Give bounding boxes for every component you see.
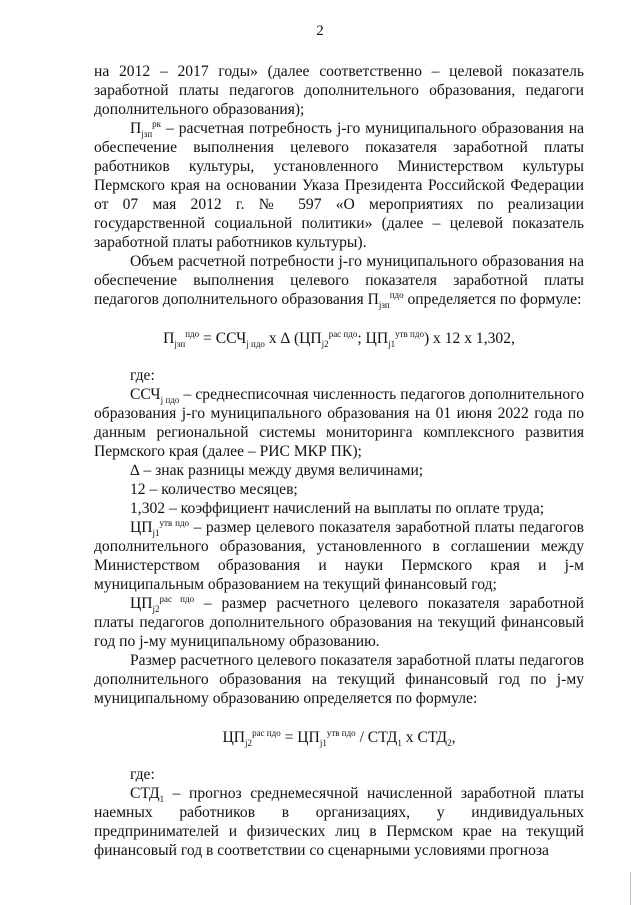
scan-edge-line (630, 872, 631, 905)
superscript: пдо (389, 289, 404, 300)
paragraph-2 (94, 119, 584, 252)
formula-part: П (163, 330, 175, 347)
subscript: j1 (319, 738, 327, 749)
subscript: j пдо (160, 395, 180, 406)
formula-1 (94, 329, 584, 348)
superscript: рас пдо (328, 328, 358, 339)
subscript: j2 (152, 604, 160, 615)
page-number: 2 (316, 23, 324, 39)
paragraph-text: – размер целевого показателя заработной платы педагогов дополнительного образования, установленного в соглашении между Министерством образования и науки Пермского края и j-м муниципальным образованием на текущий финансовый год; (94, 519, 584, 593)
paragraph-text: – размер расчетного целевого показателя заработной платы педагогов дополнительного образования на текущий финансовый год по j-му муниципальному образованию. (94, 595, 584, 650)
definition-coefficient: 1,302 – коэффициент начислений на выплаты по оплате труда; (130, 500, 545, 517)
symbol: ЦП (130, 519, 153, 536)
formula-part: = ССЧ (199, 330, 247, 347)
superscript: рк (152, 118, 162, 129)
subscript: j2 (321, 339, 329, 350)
formula-part: х ∆ (ЦП (264, 330, 322, 347)
paragraph-4: Размер расчетного целевого показателя заработной платы педагогов дополнительного образования на текущий финансовый год по j-му муниципальному образованию определяется по формуле: (94, 652, 584, 707)
subscript: jзп (378, 300, 390, 311)
subscript: j2 (245, 738, 253, 749)
superscript: пдо (185, 328, 200, 339)
superscript: рас пдо (252, 727, 281, 738)
symbol: П (367, 291, 379, 308)
where-label-2: где: (130, 766, 155, 783)
paragraph-text: Объем расчетной потребности j-го муниципального образования на обеспечение выполнения целевого показателя заработной платы педагогов дополнительного образования (94, 253, 584, 308)
definition-delta: ∆ – знак разницы между двумя величинами; (130, 462, 424, 479)
superscript: утв пдо (159, 517, 190, 528)
subscript: j1 (152, 528, 160, 539)
body-text (94, 62, 584, 860)
subscript: 2 (447, 738, 452, 749)
symbol: П (130, 120, 142, 137)
definition-months: 12 – количество месяцев; (130, 481, 298, 498)
formula-part: ) х 12 х 1,302, (423, 330, 515, 347)
subscript: 1 (397, 738, 402, 749)
subscript: 1 (159, 794, 165, 805)
superscript: утв пдо (395, 328, 424, 339)
paragraph-text: – расчетная потребность j-го муниципального образования на обеспечение выполнения целевого показателя заработной платы работников культуры, установленного Министерством культуры Пермского края на основании Указа Президента Российской Федерации от 07 мая 2012 г. № 597 «О мероприятиях по реализации государственной социальной политики» (далее – целевой показатель заработной платы работников культуры). (94, 120, 584, 251)
symbol: ЦП (130, 595, 153, 612)
definition-sschj (94, 385, 584, 461)
superscript: рас пдо (159, 593, 195, 604)
paragraph-text: – среднесписочная численность педагогов дополнительного образования j-го муниципального образования на 01 июня 2022 года по данным региональной системы мониторинга комплексного развития Пермского края (далее – РИС МКР ПК); (94, 386, 584, 460)
formula-part: х СТД (401, 729, 448, 746)
where-label-1: где: (130, 367, 155, 384)
definition-std1 (94, 784, 584, 860)
paragraph-text: определяется по формуле: (403, 291, 582, 308)
subscript: j1 (388, 339, 396, 350)
formula-2 (94, 728, 584, 747)
formula-part: , (451, 729, 456, 746)
formula-part: = ЦП (280, 729, 320, 746)
formula-part: ЦП (222, 729, 246, 746)
definition-cpj1 (94, 518, 584, 594)
formula-part: ; ЦП (357, 330, 389, 347)
subscript: j пдо (246, 339, 265, 350)
definition-cpj2 (94, 594, 584, 651)
subscript: jзп (141, 129, 153, 140)
subscript: jзп (174, 339, 186, 350)
paragraph-1: на 2012 – 2017 годы» (далее соответственно – целевой показатель заработной платы педагогов дополнительного образования, педагоги дополнительного образования); (94, 63, 584, 118)
formula-part: / СТД (355, 729, 398, 746)
symbol: СТД (130, 785, 160, 802)
symbol: ССЧ (130, 386, 161, 403)
superscript: утв пдо (326, 727, 356, 738)
paragraph-3 (94, 252, 584, 309)
paragraph-text: – прогноз среднемесячной начисленной заработной платы наемных работников в организациях, у индивидуальных предпринимателей и физических лиц в Пермском крае на текущий финансовый год в соответствии со сценарными условиями прогноза (94, 785, 584, 859)
